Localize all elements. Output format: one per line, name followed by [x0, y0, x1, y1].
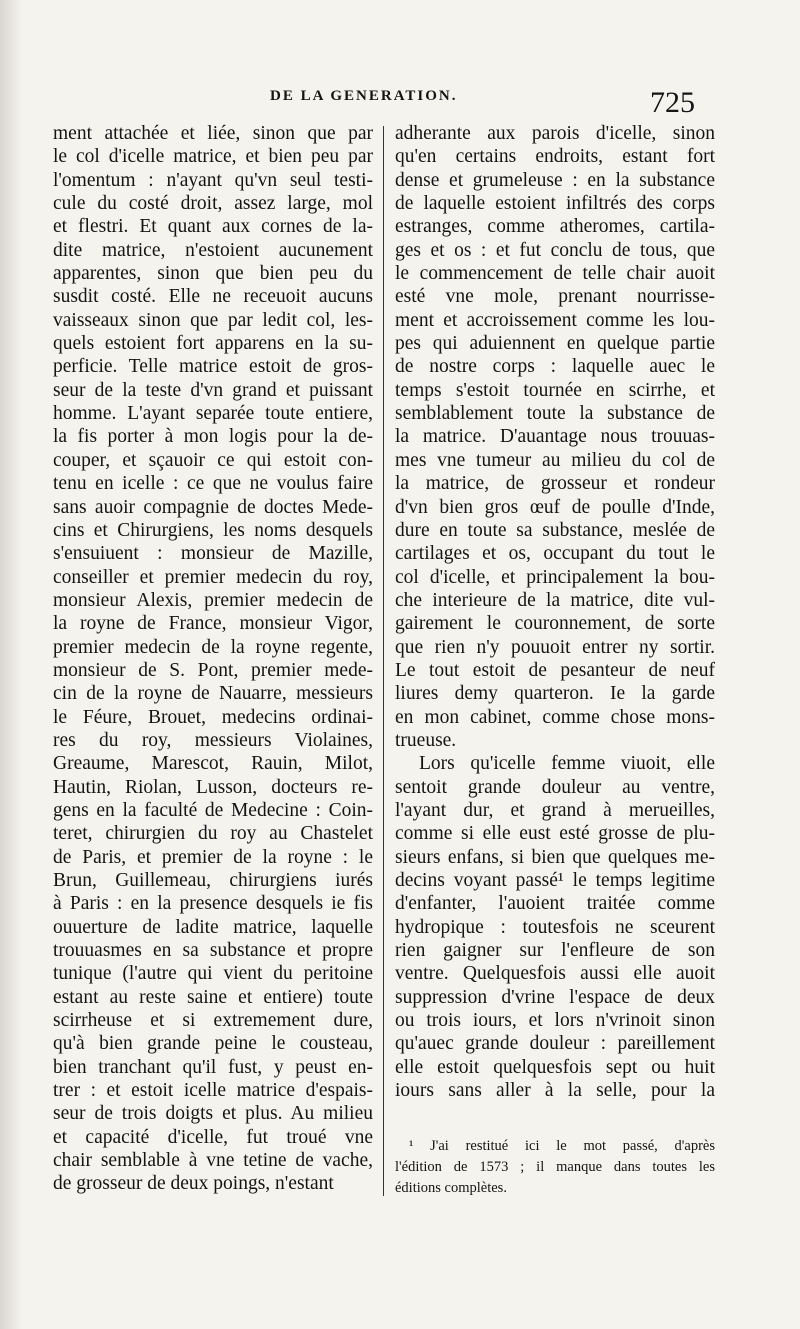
- left-column-line: gens en la faculté de Medecine : Coin-: [53, 799, 373, 821]
- left-column-line: dite matrice, n'estoient aucunement: [53, 239, 373, 261]
- left-column-line: scirrheuse et si extremement dure,: [53, 1010, 373, 1032]
- left-column-line: cule du costé droit, assez large, mol: [53, 193, 373, 215]
- right-column-line: ment et accroissement comme les lou-: [395, 309, 715, 331]
- right-column-line: mes vne tumeur au milieu du col de: [395, 449, 715, 471]
- left-column-line: conseiller et premier medecin du roy,: [53, 566, 373, 588]
- footnote: [395, 1136, 715, 1199]
- right-column-line: ges et os : et fut conclu de tous, que: [395, 239, 715, 261]
- left-column-line: ouuerture de ladite matrice, laquelle: [53, 916, 373, 938]
- right-column-line: Lors qu'icelle femme viuoit, elle: [419, 753, 715, 775]
- left-column-line: apparentes, sinon que bien peu du: [53, 263, 373, 285]
- left-column-line: l'omentum : n'ayant qu'vn seul testi-: [53, 169, 373, 191]
- left-column-line: de Paris, et premier de la royne : le: [53, 846, 373, 868]
- right-column-line: qu'en certains endroits, estant fort: [395, 146, 715, 168]
- right-column-line: pes qui aduiennent en quelque partie: [395, 333, 715, 355]
- right-column-line: liures demy quarteron. Ie la garde: [395, 683, 715, 705]
- right-column-line: esté vne mole, prenant nourrisse-: [395, 286, 715, 308]
- left-column-line: res du roy, messieurs Violaines,: [53, 729, 373, 751]
- right-column-line: le commencement de telle chair auoit: [395, 263, 715, 285]
- footnote-line: l'édition de 1573 ; il manque dans toutes les: [395, 1159, 715, 1175]
- right-column-line: dure en toute sa substance, meslée de: [395, 519, 715, 541]
- left-column-line: et flestri. Et quant aux cornes de la-: [53, 216, 373, 238]
- right-column-line: l'ayant dur, et grand à merueilles,: [395, 799, 715, 821]
- right-column-line: qu'auec grande douleur : pareillement: [395, 1033, 715, 1055]
- left-column-line: homme. L'ayant separée toute entiere,: [53, 403, 373, 425]
- left-column-line: tenu en icelle : ce que ne voulus faire: [53, 473, 373, 495]
- right-column-line: elle estoit quelquesfois sept ou huit: [395, 1056, 715, 1078]
- right-column-line: temps s'estoit tournée en scirrhe, et: [395, 379, 715, 401]
- left-column-line: de grosseur de deux poings, n'estant: [53, 1173, 334, 1195]
- right-column-line: adherante aux parois d'icelle, sinon: [395, 123, 715, 144]
- left-column-line: monsieur Alexis, premier medecin de: [53, 589, 373, 611]
- right-column-line: ou trois iours, et lors n'vrinoit sinon: [395, 1010, 715, 1032]
- left-column-line: couper, et sçauoir ce qui estoit con-: [53, 449, 373, 471]
- column-divider: [383, 126, 384, 1196]
- footnote-line: ¹ J'ai restitué ici le mot passé, d'après: [409, 1138, 715, 1154]
- right-column-line: de nostre corps : laquelle auec le: [395, 356, 715, 378]
- right-column-line: cartilages et os, occupant du tout le: [395, 543, 715, 565]
- left-column-line: Greaume, Marescot, Rauin, Milot,: [53, 753, 373, 775]
- left-column-line: le Féure, Brouet, medecins ordinai-: [53, 706, 373, 728]
- left-column-line: seur de trois doigts et plus. Au milieu: [53, 1103, 373, 1125]
- left-column-line: la fis porter à mon logis pour la de-: [53, 426, 373, 448]
- left-column-line: Hautin, Riolan, Lusson, docteurs re-: [53, 776, 373, 798]
- left-column-line: s'ensuiuent : monsieur de Mazille,: [53, 543, 373, 565]
- left-column-line: estant au reste saine et entiere) toute: [53, 986, 373, 1008]
- right-column-line: semblablement toute la substance de: [395, 403, 715, 425]
- left-column-line: ment attachée et liée, sinon que par: [53, 123, 373, 144]
- left-column-line: cin de la royne de Nauarre, messieurs: [53, 683, 373, 705]
- left-column-line: qu'à bien grande peine le cousteau,: [53, 1033, 373, 1055]
- left-column-line: bien tranchant qu'il fust, y peust en-: [53, 1056, 373, 1078]
- left-column-line: à Paris : en la presence desquels ie fis: [53, 893, 373, 915]
- right-column-line: estranges, comme atheromes, cartila-: [395, 216, 715, 238]
- running-title: DE LA GENERATION.: [270, 88, 458, 104]
- left-column-line: teret, chirurgien du roy au Chastelet: [53, 823, 373, 845]
- left-column-line: quels estoient fort apparens en la su-: [53, 333, 373, 355]
- right-column-line: iours sans aller à la selle, pour la: [395, 1080, 715, 1102]
- left-column-line: Brun, Guillemeau, chirurgiens iurés: [53, 870, 373, 891]
- left-column-line: cins et Chirurgiens, les noms desquels: [53, 519, 373, 541]
- left-column-line: sans auoir compagnie de doctes Mede-: [53, 496, 373, 518]
- right-column-line: sieurs enfans, si bien que quelques me-: [395, 846, 715, 868]
- left-column-line: tunique (l'autre qui vient du peritoine: [53, 963, 373, 985]
- left-column-line: seur de la teste d'vn grand et puissant: [53, 379, 373, 401]
- left-column-line: monsieur de S. Pont, premier mede-: [53, 659, 373, 681]
- right-column-line: d'enfanter, l'auoient traitée comme: [395, 893, 715, 915]
- left-column-line: premier medecin de la royne regente,: [53, 636, 373, 658]
- right-column-line: gairement le couronnement, de sorte: [395, 613, 715, 635]
- right-column-line: hydropique : toutesfois ne sceurent: [395, 916, 715, 938]
- page-binding-shadow: [0, 0, 22, 1329]
- left-column-line: trer : et estoit icelle matrice d'espais-: [53, 1080, 373, 1102]
- page-number: 725: [650, 86, 695, 119]
- right-column-line: Le tout estoit de pesanteur de neuf: [395, 659, 715, 681]
- left-column-line: chair semblable à vne tetine de vache,: [53, 1150, 373, 1172]
- right-column-line: sentoit grande douleur au ventre,: [395, 776, 715, 798]
- right-column-line: decins voyant passé¹ le temps legitime: [395, 870, 715, 891]
- left-column-line: perficie. Telle matrice estoit de gros-: [53, 356, 373, 378]
- right-text-column: [395, 122, 715, 1102]
- left-column-line: vaisseaux sinon que par ledit col, les-: [53, 309, 373, 331]
- right-column-line: suppression d'vrine l'espace de deux: [395, 986, 715, 1008]
- right-column-line: de laquelle estoient infiltrés des corps: [395, 193, 715, 215]
- footnote-line: éditions complètes.: [395, 1180, 507, 1196]
- right-column-line: trueuse.: [395, 729, 457, 751]
- right-column-line: d'vn bien gros œuf de poulle d'Inde,: [395, 496, 715, 518]
- right-column-line: la matrice, de grosseur et rondeur: [395, 473, 715, 495]
- left-column-line: susdit costé. Elle ne receuoit aucuns: [53, 286, 373, 308]
- right-column-line: la matrice. D'auantage nous trouuas-: [395, 426, 715, 448]
- left-text-column: [53, 122, 373, 1196]
- right-column-line: rien gaigner sur l'enfleure de son: [395, 940, 715, 962]
- right-column-line: che interieure de la matrice, dite vul-: [395, 589, 715, 611]
- right-column-line: en mon cabinet, comme chose mons-: [395, 706, 715, 728]
- right-column-line: ventre. Quelquesfois aussi elle auoit: [395, 963, 715, 985]
- left-column-line: trouuasmes en sa substance et propre: [53, 940, 373, 962]
- left-column-line: la royne de France, monsieur Vigor,: [53, 613, 373, 635]
- right-column-line: que rien n'y pouuoit entrer ny sortir.: [395, 636, 715, 658]
- left-column-line: et capacité d'icelle, fut troué vne: [53, 1126, 373, 1148]
- right-column-line: comme si elle eust esté grosse de plu-: [395, 823, 715, 845]
- right-column-line: col d'icelle, et principalement la bou-: [395, 566, 715, 588]
- left-column-line: le col d'icelle matrice, et bien peu par: [53, 146, 373, 168]
- right-column-line: dense et grumeleuse : en la substance: [395, 169, 715, 191]
